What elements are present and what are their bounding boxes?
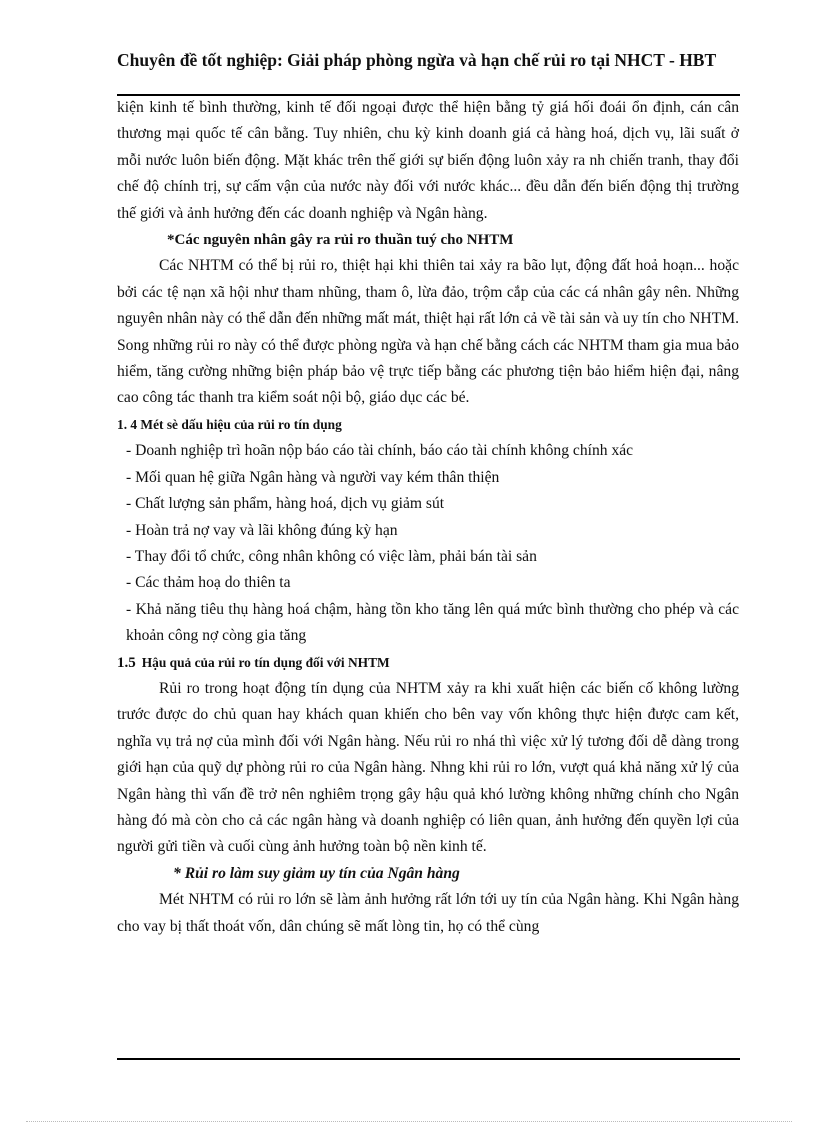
list-item: - Doanh nghiệp trì hoãn nộp báo cáo tài chính, báo cáo tài chính không chính xác <box>126 442 634 460</box>
subheading-reputation: * Rủi ro làm suy giảm uy tín của Ngân hàng <box>173 864 460 882</box>
paragraph: kiện kinh tế bình thường, kinh tế đối ngoại được thể hiện bằng tỷ giá hối đoái ổn định, cán cân thương mại quốc tế cân bằng. Tuy nhiên, chu kỳ kinh doanh giá cả hàng hoá, dịch vụ, lãi suất ở mỗi nước luôn biến động. Mặt khác trên thế giới sự biến động luôn xảy ra nh chiến tranh, thay đổi chế độ chính trị, sự cấm vận của nước này đối với nước khác... đều dẫn đến biến động thị trường thế giới và ảnh hưởng đến các doanh nghiệp và Ngân hàng. <box>117 99 739 222</box>
list-item: - Mối quan hệ giữa Ngân hàng và người vay kém thân thiện <box>126 468 500 486</box>
section-heading-1-4: 1. 4 Mét sè dấu hiệu của rủi ro tín dụng <box>117 416 342 432</box>
list-item: - Chất lượng sản phẩm, hàng hoá, dịch vụ giảm sút <box>126 495 445 513</box>
section-title: Hậu quả của rủi ro tín dụng đối với NHTM <box>141 654 390 670</box>
list-item: - Thay đổi tổ chức, công nhân không có việc làm, phải bán tài sản <box>126 547 537 565</box>
paragraph: Các NHTM có thể bị rủi ro, thiệt hại khi thiên tai xảy ra bão lụt, động đất hoả hoạn... hoặc bởi các tệ nạn xã hội như tham nhũng, tham ô, lừa đảo, trộm cắp của các cá nhân gây nên. Những nguyên nhân này có thể dẫn đến những mất mát, thiệt hại rất lớn cả về tài sản và uy tín cho NHTM. Song những rủi ro này có thể được phòng ngừa và hạn chế bằng cách các NHTM tham gia mua bảo hiểm, tăng cường những biện pháp bảo vệ trực tiếp bằng các phương tiện bảo hiểm hiện đại, nâng cao công tác thanh tra kiểm soát nội bộ, giáo dục các bé. <box>117 257 739 407</box>
footer-divider <box>117 1058 740 1060</box>
document-body <box>117 95 739 940</box>
paragraph: Mét NHTM có rủi ro lớn sẽ làm ảnh hưởng rất lớn tới uy tín của Ngân hàng. Khi Ngân hàng cho vay bị thất thoát vốn, dân chúng sẽ mất lòng tin, họ có thể cùng <box>117 891 739 935</box>
list-item: - Các thảm hoạ do thiên ta <box>126 574 291 592</box>
page-header-title: Chuyên đề tốt nghiệp: Giải pháp phòng ngừa và hạn chế rủi ro tại NHCT - HBT <box>117 50 717 70</box>
paragraph: Rủi ro trong hoạt động tín dụng của NHTM xảy ra khi xuất hiện các biến cố không lường trước được do chủ quan hay khách quan khiến cho bên vay vốn không thực hiện được cam kết, nghĩa vụ trả nợ của mình đối với Ngân hàng. Nếu rủi ro nhá thì việc xử lý tương đối dễ dàng trong giới hạn của quỹ dự phòng rủi ro của Ngân hàng. Nhng khi rủi ro lớn, vượt quá khả năng xử lý của Ngân hàng thì vấn đề trở nên nghiêm trọng gây hậu quả khó lường không những chính cho Ngân hàng đó mà còn cho cả các ngân hàng và doanh nghiệp có liên quan, ảnh hưởng đến quyền lợi của người gửi tiền và cuối cùng ảnh hưởng toàn bộ nền kinh tế. <box>117 679 739 856</box>
page-boundary <box>26 1121 792 1122</box>
subheading-causes: *Các nguyên nhân gây ra rủi ro thuần tuý cho NHTM <box>167 232 514 249</box>
section-number: 1.5 <box>117 654 136 671</box>
list-item: - Hoàn trả nợ vay và lãi không đúng kỳ hạn <box>126 521 398 539</box>
list-item: - Khả năng tiêu thụ hàng hoá chậm, hàng tồn kho tăng lên quá mức bình thường cho phép và các khoản công nợ còng gia tăng <box>126 600 739 645</box>
section-heading-1-5 <box>117 650 739 676</box>
